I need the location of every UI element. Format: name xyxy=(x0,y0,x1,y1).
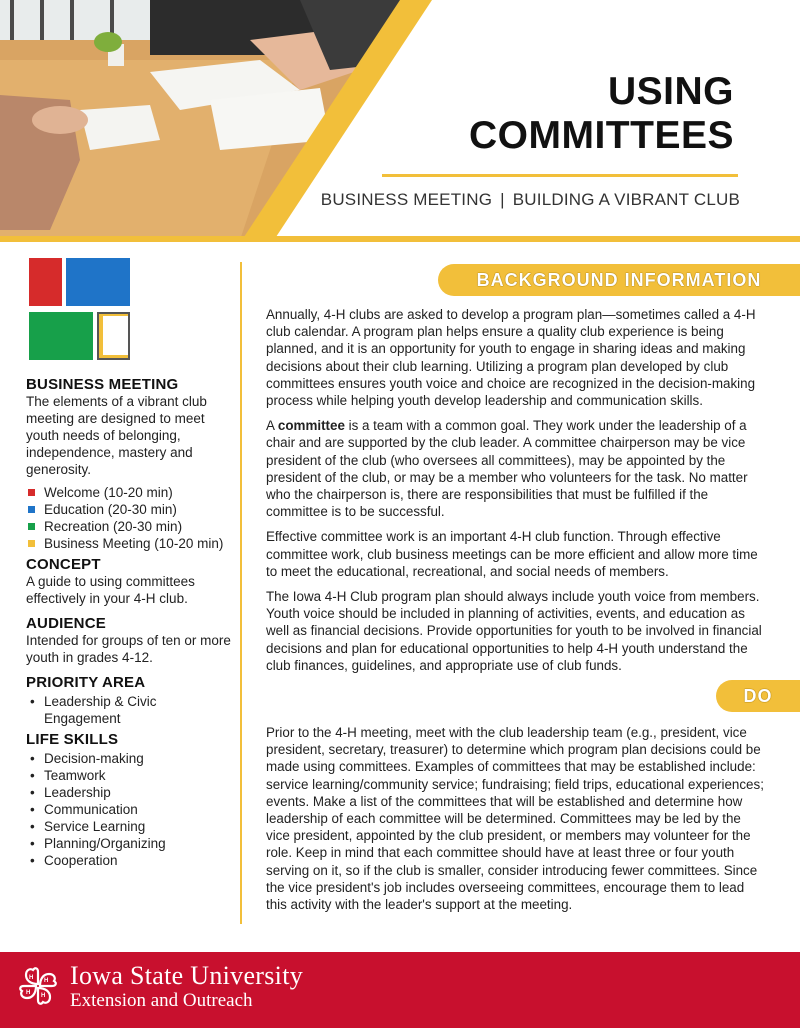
legend-label: Welcome (10-20 min) xyxy=(44,485,173,500)
header-gold-stripe xyxy=(0,236,800,242)
life-skills-list xyxy=(26,750,236,869)
svg-text:H: H xyxy=(26,990,31,996)
list-item: • Decision-making xyxy=(26,750,236,767)
svg-text:H: H xyxy=(44,978,49,984)
title-line-1: USING xyxy=(607,70,734,113)
background-information-banner: BACKGROUND INFORMATION xyxy=(438,264,800,296)
concept-text: A guide to using committees effectively in your 4-H club. xyxy=(26,574,195,606)
svg-text:H: H xyxy=(41,993,46,999)
life-skills-heading: LIFE SKILLS xyxy=(26,731,119,748)
business-meeting-text: The elements of a vibrant club meeting are designed to meet youth needs of belonging, independence, mastery and generosity. xyxy=(26,394,207,477)
unit-name: Extension and Outreach xyxy=(70,990,253,1011)
audience-section xyxy=(26,615,236,666)
background-paragraph-4: The Iowa 4-H Club program plan should always include youth voice from members. Youth voice should be included in planning of activities, events, and education as well as financial decisions. Provide opportunities for youth to be involved in financial decisions and plan for educational opportunities to help 4-H youth understand the club finances, guidelines, and appropriate use of club funds. xyxy=(266,589,762,673)
legend-item-education xyxy=(26,501,236,518)
do-paragraph-1: Prior to the 4-H meeting, meet with the club leadership team (e.g., president, vice president, secretary, treasurer) to determine which program plan decisions could be made using committees. Examples of committees that may be established include: service learning/community service; fundraising; field trips, educational experiences; events. Make a list of the committees that will be established and determine how leadership of each committee will be determined. Committees may be led by the vice president, appointed by the club president, or members may volunteer for the role. Keep in mind that each committee should have at least three or four youth serving on it, so if the club is smaller, consider introducing fewer committees. Since the vice president's job includes overseeing committees, encourage them to lead this activity with the leader's support at the meeting. xyxy=(266,725,764,913)
list-item: • Teamwork xyxy=(26,767,236,784)
text-span: A xyxy=(266,418,278,434)
life-skills-section xyxy=(26,731,236,869)
background-paragraph-1: Annually, 4-H clubs are asked to develop a program plan—sometimes called a 4-H club calendar. A program plan helps ensure a quality club experience is being planned, and it is an opportunity for youth to engage in sharing ideas and making decisions about their club learning. Utilizing a program plan developed by club committees ensures youth voice and choice are recognized in the decision-making process while helping youth develop leadership and communication skills. xyxy=(266,307,756,409)
legend-label: Recreation (20-30 min) xyxy=(44,519,183,534)
legend-label: Business Meeting (10-20 min) xyxy=(44,536,224,551)
list-item: • Cooperation xyxy=(26,852,236,869)
legend-item-welcome xyxy=(26,484,236,501)
audience-text: Intended for groups of ten or more youth in grades 4-12. xyxy=(26,633,231,665)
meeting-elements-logo xyxy=(28,257,132,361)
university-name: Iowa State University xyxy=(70,961,304,990)
priority-area-list xyxy=(26,693,236,727)
business-meeting-heading: BUSINESS MEETING xyxy=(26,376,179,393)
yellow-square-icon xyxy=(28,540,35,547)
title-panel xyxy=(0,0,800,240)
subtitle-series: BUSINESS MEETING xyxy=(320,190,493,209)
audience-heading: AUDIENCE xyxy=(26,615,106,632)
do-body xyxy=(266,724,766,921)
background-paragraph-2 xyxy=(266,417,766,520)
list-item: • Planning/Organizing xyxy=(26,835,236,852)
sidebar xyxy=(26,376,236,873)
text-span: is a team with a common goal. They work under the leadership of a chair and are supported by the club leader. A committee chairperson may be vice president of the club (who oversees all committees), may be appointed by the president of the club, or may be a member who volunteers for the task. No matter who the chairperson is, there are responsibilities that must be fulfilled if the committee is to be successful. xyxy=(266,418,748,520)
legend-label: Education (20-30 min) xyxy=(44,502,177,517)
page-title xyxy=(469,70,734,158)
list-item: • Communication xyxy=(26,801,236,818)
legend-item-recreation xyxy=(26,518,236,535)
red-square-icon xyxy=(28,489,35,496)
subtitle-topic: BUILDING A VIBRANT CLUB xyxy=(512,190,740,209)
legend-item-business-meeting xyxy=(26,535,236,552)
priority-area-section xyxy=(26,674,236,727)
title-line-2: COMMITTEES xyxy=(469,114,734,157)
list-item: • Leadership xyxy=(26,784,236,801)
concept-heading: CONCEPT xyxy=(26,556,101,573)
background-body xyxy=(266,306,766,682)
business-meeting-section xyxy=(26,376,236,552)
list-item: • Service Learning xyxy=(26,818,236,835)
do-banner: DO xyxy=(716,680,800,712)
subtitle-separator: | xyxy=(500,190,505,209)
priority-area-heading: PRIORITY AREA xyxy=(26,674,146,691)
four-h-clover-icon xyxy=(14,962,62,1010)
green-square-icon xyxy=(28,523,35,530)
concept-section xyxy=(26,556,236,607)
committee-term: committee xyxy=(277,418,345,434)
column-divider xyxy=(240,262,242,924)
university-wordmark xyxy=(70,962,303,1012)
subtitle xyxy=(321,190,740,210)
meeting-legend xyxy=(26,484,236,552)
svg-text:H: H xyxy=(29,975,34,981)
list-item: • Leadership & Civic Engagement xyxy=(26,693,236,727)
title-divider xyxy=(382,174,738,177)
blue-square-icon xyxy=(28,506,35,513)
background-paragraph-3: Effective committee work is an important 4-H club function. Through effective committee work, club business meetings can be more efficient and allow more time to meet the educational, recreational, and social needs of members. xyxy=(266,529,758,579)
